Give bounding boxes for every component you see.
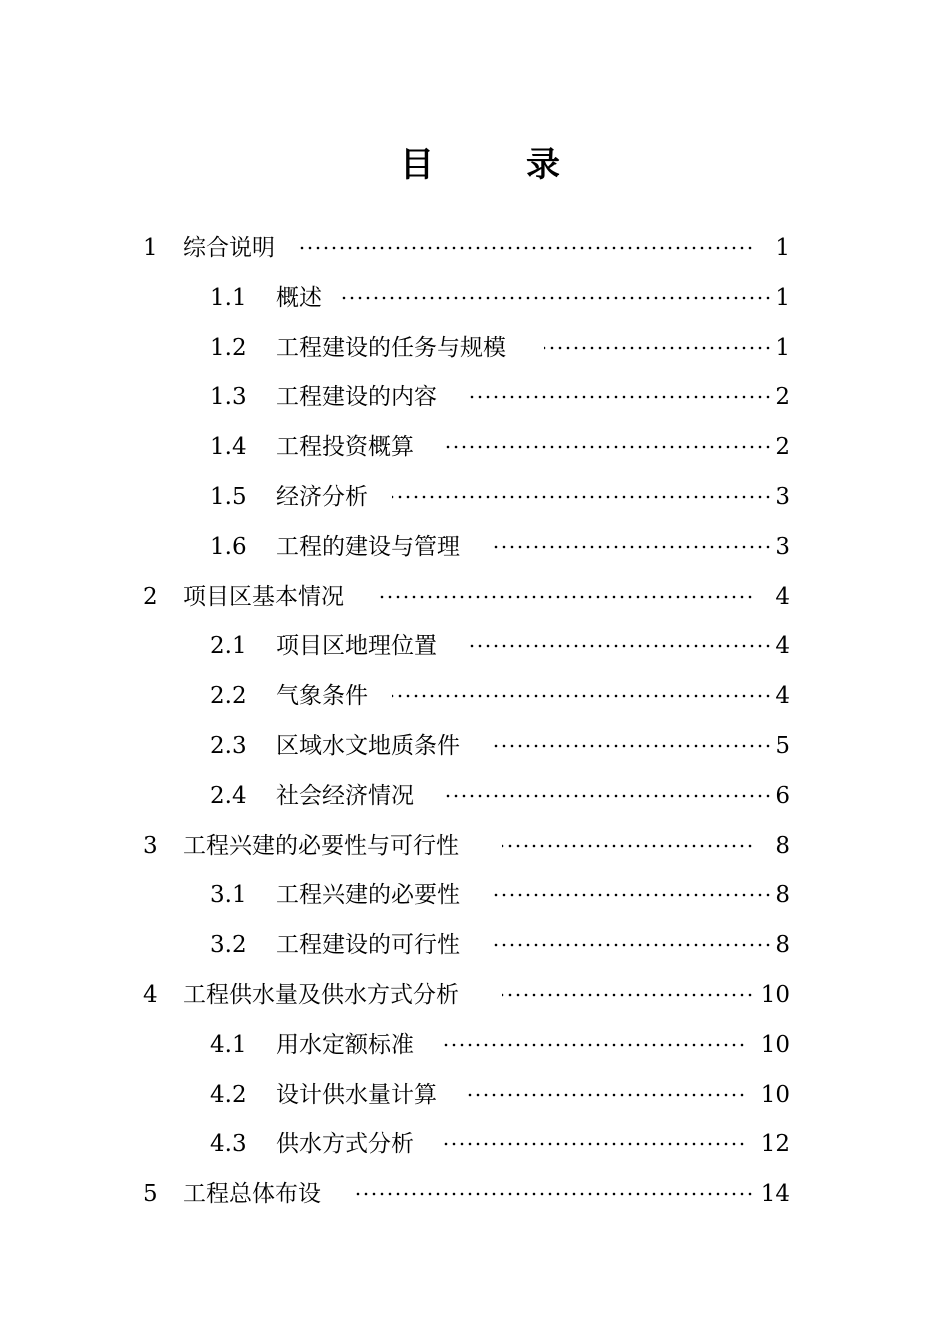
toc-entry-number: 5: [143, 1181, 158, 1208]
toc-entry[interactable]: [0, 274, 950, 324]
toc-entry-number: 1.1: [210, 284, 247, 311]
toc-entry-page-number: 10: [760, 981, 790, 1008]
toc-entry-page-number: 8: [775, 932, 790, 959]
toc-entry[interactable]: [0, 822, 950, 872]
toc-leader-dots: [468, 1093, 746, 1097]
toc-entry-number: 1: [143, 235, 158, 261]
toc-entry-page-number: 1: [775, 334, 790, 361]
toc-entry-title: 工程兴建的必要性: [276, 882, 460, 909]
toc-entry-title: 供水方式分析: [276, 1131, 414, 1158]
toc-entry-number: 4.2: [210, 1081, 247, 1108]
toc-entry-page-number: 5: [775, 732, 790, 759]
toc-leader-dots: [442, 1142, 746, 1146]
toc-entry[interactable]: [0, 1021, 950, 1071]
toc-entry-number: 1.5: [210, 483, 247, 510]
toc-entry-number: 2: [143, 583, 158, 610]
toc-entry[interactable]: [0, 971, 950, 1021]
toc-leader-dots: [544, 346, 772, 350]
toc-leader-dots: [494, 744, 772, 748]
toc-entry-title: 气象条件: [276, 683, 368, 710]
toc-leader-dots: [468, 395, 772, 399]
toc-entry-number: 3.2: [210, 932, 247, 959]
toc-entry[interactable]: [0, 324, 950, 374]
page-title: [400, 140, 560, 190]
toc-entry[interactable]: [0, 921, 950, 971]
toc-entry-page-number: 4: [775, 583, 790, 610]
toc-leader-dots: [494, 545, 772, 549]
toc-entry-title: 工程的建设与管理: [276, 533, 460, 560]
toc-entry[interactable]: [0, 1120, 950, 1170]
toc-entry-title: 区域水文地质条件: [276, 732, 460, 759]
toc-leader-dots: [376, 595, 754, 599]
toc-entry-title: 设计供水量计算: [276, 1081, 437, 1108]
toc-entry[interactable]: [0, 722, 950, 772]
toc-entry-title: 工程建设的内容: [276, 384, 437, 411]
toc-entry-page-number: 4: [775, 683, 790, 710]
toc-leader-dots: [494, 943, 772, 947]
toc-leader-dots: [340, 296, 772, 300]
toc-entry-title: 项目区地理位置: [276, 633, 437, 660]
toc-entry-number: 4.3: [210, 1131, 247, 1158]
toc-leader-dots: [392, 495, 772, 499]
toc-entry-number: 1.2: [210, 334, 247, 361]
toc-entry-number: 2.4: [210, 782, 247, 809]
toc-leader-dots: [442, 445, 772, 449]
toc-entry-page-number: 3: [775, 533, 790, 560]
toc-entry-page-number: 4: [775, 633, 790, 660]
toc-leader-dots: [442, 794, 772, 798]
toc-entry-title: 概述: [276, 284, 322, 311]
toc-entry-number: 1.3: [210, 384, 247, 411]
toc-entry[interactable]: [0, 1170, 950, 1220]
toc-entry[interactable]: [0, 871, 950, 921]
toc-entry-title: 经济分析: [276, 483, 368, 510]
toc-entry-page-number: 8: [775, 832, 790, 859]
title-char-1: 目: [400, 145, 434, 185]
toc-entry-title: 社会经济情况: [276, 782, 414, 809]
toc-entry-page-number: 3: [775, 483, 790, 510]
toc-entry-number: 4: [143, 981, 158, 1008]
toc-entry[interactable]: [0, 473, 950, 523]
toc-entry[interactable]: [0, 573, 950, 623]
toc-entry[interactable]: [0, 1071, 950, 1121]
table-of-contents: [0, 224, 950, 1220]
title-char-2: 录: [526, 145, 560, 185]
toc-leader-dots: [352, 1192, 754, 1196]
toc-entry-number: 1.4: [210, 434, 247, 461]
toc-leader-dots: [468, 644, 772, 648]
toc-leader-dots: [300, 246, 754, 250]
toc-leader-dots: [442, 1043, 746, 1047]
toc-entry-page-number: 2: [775, 384, 790, 411]
toc-entry[interactable]: [0, 672, 950, 722]
toc-entry[interactable]: [0, 423, 950, 473]
toc-leader-dots: [494, 893, 772, 897]
toc-entry-title: 项目区基本情况: [183, 583, 344, 610]
toc-entry-number: 1.6: [210, 533, 247, 560]
toc-entry-title: 工程总体布设: [183, 1181, 321, 1208]
toc-entry-page-number: 2: [775, 434, 790, 461]
toc-entry[interactable]: [0, 373, 950, 423]
toc-entry-page-number: 10: [760, 1031, 790, 1058]
toc-entry-number: 2.1: [210, 633, 247, 660]
toc-entry-number: 3.1: [210, 882, 247, 909]
toc-entry-title: 工程投资概算: [276, 434, 414, 461]
toc-entry-title: 工程供水量及供水方式分析: [183, 981, 459, 1008]
toc-leader-dots: [502, 993, 754, 997]
toc-entry-number: 3: [143, 832, 158, 859]
toc-entry-title: 用水定额标准: [276, 1031, 414, 1058]
toc-entry-title: 工程建设的可行性: [276, 932, 460, 959]
toc-entry[interactable]: [0, 224, 950, 274]
toc-entry-page-number: 14: [760, 1181, 790, 1208]
toc-entry[interactable]: [0, 622, 950, 672]
toc-leader-dots: [392, 694, 772, 698]
toc-entry-page-number: 6: [775, 782, 790, 809]
toc-entry-page-number: 10: [760, 1081, 790, 1108]
toc-entry-page-number: 1: [775, 235, 790, 261]
toc-entry-number: 4.1: [210, 1031, 247, 1058]
toc-entry-page-number: 12: [760, 1131, 790, 1158]
toc-leader-dots: [502, 844, 754, 848]
toc-entry-page-number: 1: [775, 284, 790, 311]
toc-entry[interactable]: [0, 523, 950, 573]
toc-entry-number: 2.3: [210, 732, 247, 759]
toc-entry-title: 综合说明: [183, 235, 275, 261]
toc-entry-title: 工程兴建的必要性与可行性: [183, 832, 459, 859]
toc-entry[interactable]: [0, 772, 950, 822]
toc-entry-number: 2.2: [210, 683, 247, 710]
toc-entry-title: 工程建设的任务与规模: [276, 334, 506, 361]
toc-entry-page-number: 8: [775, 882, 790, 909]
